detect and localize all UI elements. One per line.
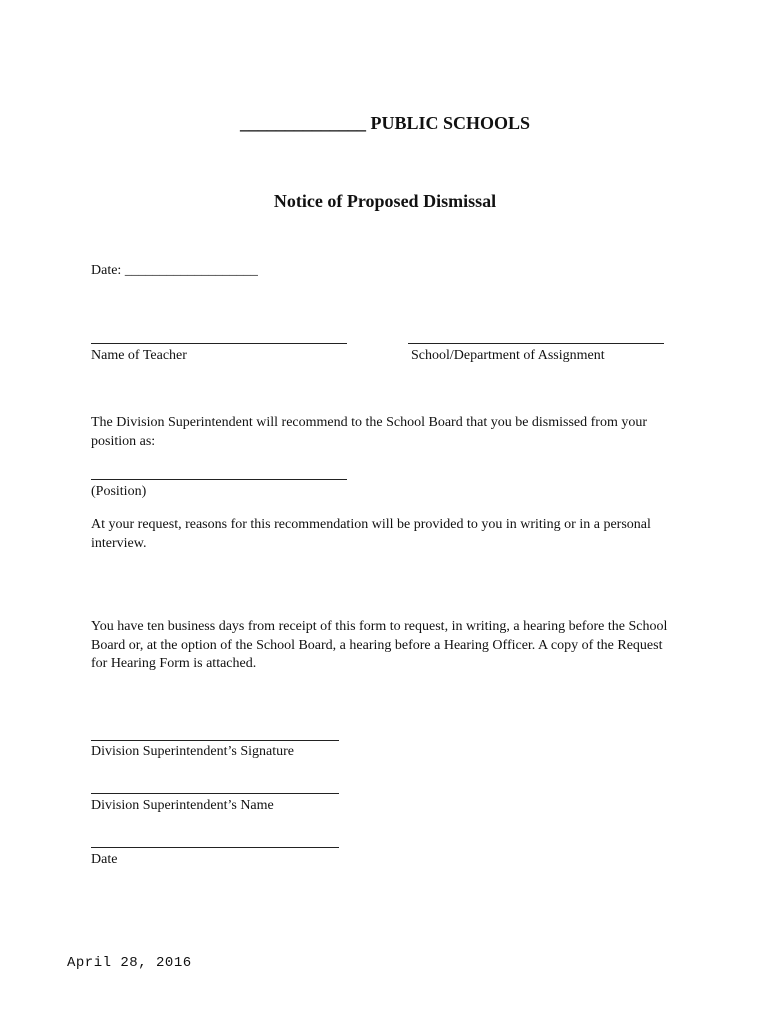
recommendation-paragraph: The Division Superintendent will recommend to the School Board that you be dismissed from your position as: xyxy=(91,415,648,449)
school-department-line xyxy=(408,343,664,344)
signature-line xyxy=(91,740,339,741)
footer-date: April 28, 2016 xyxy=(67,955,192,971)
signature-label: Division Superintendent’s Signature xyxy=(91,744,294,759)
superintendent-name-line xyxy=(91,793,339,794)
superintendent-name-label: Division Superintendent’s Name xyxy=(91,798,274,813)
date-field: Date: ___________________ xyxy=(91,263,258,278)
position-line xyxy=(91,479,347,480)
date-line xyxy=(91,847,339,848)
school-department-label: School/Department of Assignment xyxy=(411,348,605,363)
hearing-paragraph: You have ten business days from receipt of this form to request, in writing, a hearing before the School Board or, at the option of the School Board, a hearing before a Hearing Officer. A copy of the Request for Hearing Form is attached. xyxy=(91,619,668,671)
reasons-paragraph: At your request, reasons for this recommendation will be provided to you in writing or in a personal interview. xyxy=(91,517,651,551)
teacher-name-line xyxy=(91,343,347,344)
district-heading: ______________ PUBLIC SCHOOLS xyxy=(239,113,531,133)
position-label: (Position) xyxy=(91,484,147,499)
teacher-name-label: Name of Teacher xyxy=(91,348,187,363)
document-title: Notice of Proposed Dismissal xyxy=(273,191,497,211)
date-label: Date xyxy=(91,852,118,867)
